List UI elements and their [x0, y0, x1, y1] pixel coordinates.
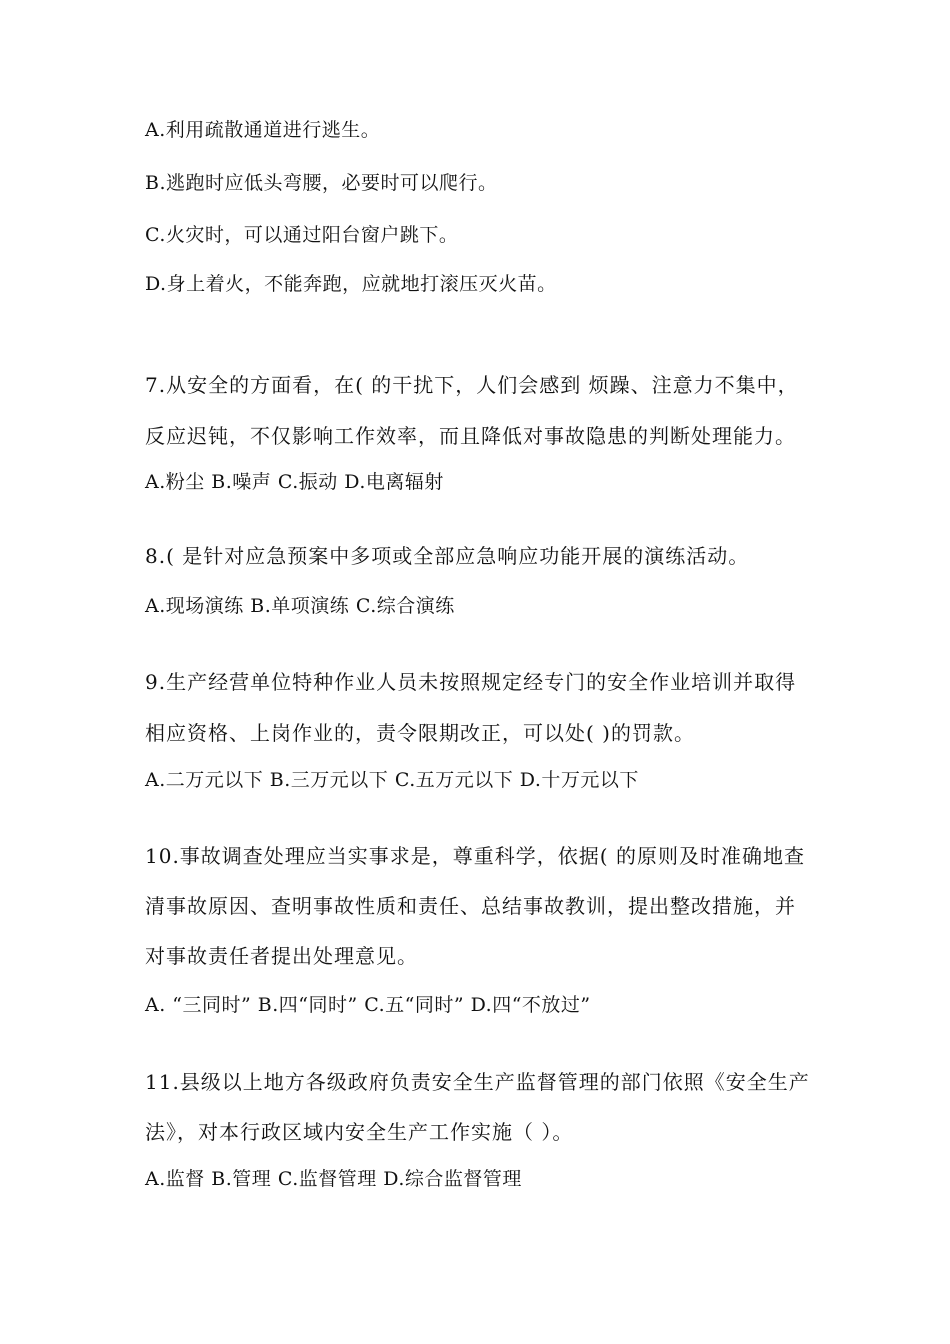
- q9-options: A.二万元以下 B.三万元以下 C.五万元以下 D.十万元以下: [145, 769, 639, 791]
- prev-option-a: A.利用疏散通道进行逃生。: [145, 119, 381, 141]
- q8-options: A.现场演练 B.单项演练 C.综合演练: [145, 595, 455, 617]
- q9-stem-line-1: 9.生产经营单位特种作业人员未按照规定经专门的安全作业培训并取得: [145, 670, 797, 694]
- q10-stem-line-1: 10.事故调查处理应当实事求是，尊重科学，依据( 的原则及时准确地查: [145, 844, 805, 868]
- q10-options: A. “三同时” B.四“同时” C.五“同时” D.四“不放过”: [145, 994, 591, 1016]
- q10-stem-line-3: 对事故责任者提出处理意见。: [145, 944, 418, 968]
- q7-stem-line-1: 7.从安全的方面看，在( 的干扰下，人们会感到 烦躁、注意力不集中，: [145, 373, 799, 397]
- prev-option-d: D.身上着火，不能奔跑，应就地打滚压灭火苗。: [145, 273, 557, 295]
- q7-options: A.粉尘 B.噪声 C.振动 D.电离辐射: [145, 471, 444, 493]
- prev-option-c: C.火灾时，可以通过阳台窗户跳下。: [145, 224, 459, 246]
- q11-options: A.监督 B.管理 C.监督管理 D.综合监督管理: [145, 1168, 522, 1190]
- q8-stem-line-1: 8.( 是针对应急预案中多项或全部应急响应功能开展的演练活动。: [145, 544, 750, 568]
- q9-stem-line-2: 相应资格、上岗作业的，责令限期改正，可以处( )的罚款。: [145, 721, 695, 745]
- q11-stem-line-2: 法》，对本行政区域内安全生产工作实施（ ）。: [145, 1120, 574, 1144]
- q11-stem-line-1: 11.县级以上地方各级政府负责安全生产监督管理的部门依照《安全生产: [145, 1070, 810, 1094]
- prev-option-b: B.逃跑时应低头弯腰，必要时可以爬行。: [145, 172, 498, 194]
- q7-stem-line-2: 反应迟钝，不仅影响工作效率，而且降低对事故隐患的判断处理能力。: [145, 424, 796, 448]
- q10-stem-line-2: 清事故原因、查明事故性质和责任、总结事故教训，提出整改措施，并: [145, 894, 796, 918]
